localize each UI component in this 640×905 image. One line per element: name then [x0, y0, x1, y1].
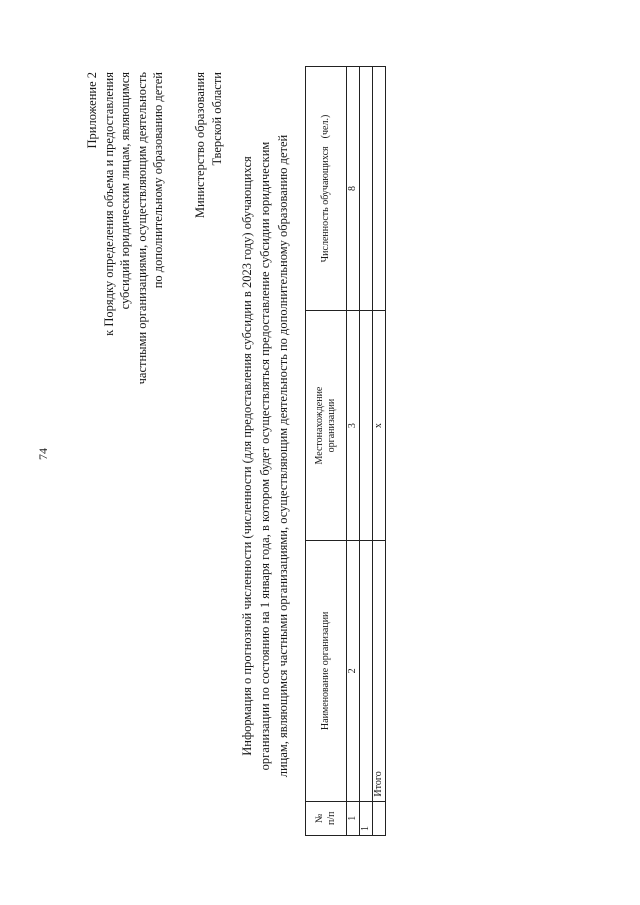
- table-cell: [373, 801, 386, 835]
- appendix-line: субсидий юридическим лицам, являющимся: [118, 72, 132, 310]
- appendix-line: к Порядку определения объема и предоставления: [101, 72, 116, 336]
- heading-line: лицам, являющимся частными организациями, осуществляющим деятельность по дополнительному образованию детей: [276, 134, 290, 778]
- header-organization-name: Наименование организации: [306, 541, 347, 801]
- table-row-numbering: [347, 67, 360, 836]
- addressee-line: Тверской области: [209, 72, 224, 166]
- table-cell: [360, 67, 373, 311]
- total-count: [373, 67, 386, 311]
- document-heading: [238, 56, 292, 856]
- header-number: № п/п: [306, 801, 347, 835]
- header-organization-location: Местонахождение организации: [306, 311, 347, 541]
- total-location: x: [373, 311, 386, 541]
- table-cell: [360, 311, 373, 541]
- table-cell: 8: [347, 67, 360, 311]
- table-row-total: [373, 67, 386, 836]
- table-cell: 1: [347, 801, 360, 835]
- enrollment-table: [305, 66, 386, 836]
- table-cell: 3: [347, 311, 360, 541]
- appendix-title: Приложение 2: [85, 72, 99, 149]
- table-header-row: [306, 67, 347, 836]
- page-number: 74: [36, 448, 50, 460]
- addressee-block: [192, 72, 225, 870]
- addressee-line: Министерство образования: [193, 72, 207, 219]
- header-student-count: Численность обучающихся(чел.): [306, 67, 347, 311]
- appendix-reference: [84, 72, 167, 870]
- appendix-line: по дополнительному образованию детей: [151, 72, 165, 289]
- table-cell: [360, 541, 373, 801]
- table-row: [360, 67, 373, 836]
- appendix-line: частными организациями, осуществляющим деятельность: [134, 72, 149, 385]
- heading-line: Информация о прогнозной численности (численности (для предоставления субсидии в 2023 году) обучающихся: [240, 156, 254, 756]
- total-label: Итого: [373, 541, 386, 801]
- heading-line: организации по состоянию на 1 января года, в котором будет осуществляться предоставление субсидии юридическим: [258, 141, 272, 771]
- rotated-document-sheet: [0, 70, 640, 870]
- table-cell: 1: [360, 801, 373, 835]
- table-cell: 2: [347, 541, 360, 801]
